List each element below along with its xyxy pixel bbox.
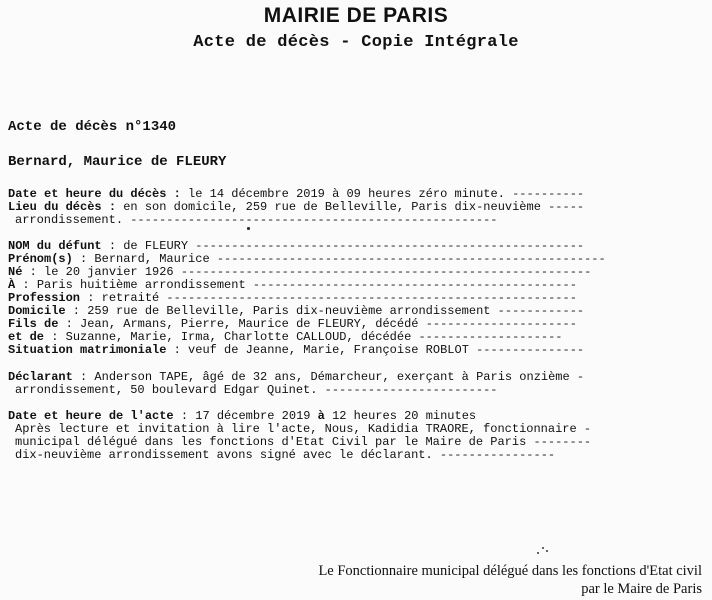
field-prenoms — [8, 253, 606, 266]
field-date-acte — [8, 410, 476, 423]
dash-fill: --------------------------------------------------------- — [173, 265, 592, 279]
dash-fill: ------------------------ — [317, 383, 498, 397]
closing-text: municipal délégué dans les fonctions d'Etat Civil par le Maire de Paris — [15, 435, 527, 449]
field-label: Fils de — [8, 317, 59, 331]
field-value: 17 décembre 2019 — [195, 409, 311, 423]
dash-fill: ----- — [540, 200, 585, 214]
field-separator: : — [22, 265, 45, 279]
field-value: Paris huitième arrondissement — [36, 278, 246, 292]
field-label: Né — [8, 265, 23, 279]
document-subtitle: Acte de décès - Copie Intégrale — [193, 33, 519, 52]
signature-line-2: par le Maire de Paris — [581, 581, 702, 597]
dash-fill: ---------- — [504, 187, 585, 201]
field-value: Bernard, Maurice — [94, 252, 210, 266]
field-label: et de — [8, 330, 45, 344]
field-value: de FLEURY — [123, 239, 189, 253]
field-value: arrondissement, 50 boulevard Edgar Quinet. — [15, 383, 318, 397]
dash-fill: - — [569, 370, 585, 384]
acte-closing-line-2 — [15, 436, 591, 449]
dash-fill: --------------------------------------------------------- — [159, 291, 577, 305]
field-time: 12 heures 20 minutes — [332, 409, 477, 423]
scan-speck — [247, 227, 250, 230]
dash-fill: ------------------------------------------------------ — [188, 239, 585, 253]
dash-fill: -------- — [526, 435, 592, 449]
field-label: Situation matrimoniale — [8, 343, 167, 357]
field-value: Jean, Armans, Pierre, Maurice de FLEURY, décédé — [80, 317, 419, 331]
dash-fill: ------------ — [490, 304, 585, 318]
field-separator: : — [173, 409, 196, 423]
dash-fill: ------------------------------------------------------ — [209, 252, 606, 266]
closing-text: dix-neuvième arrondissement avons signé avec le déclarant. — [15, 448, 433, 462]
field-separator: : — [44, 330, 66, 344]
field-value: arrondissement. — [15, 213, 124, 227]
act-number: Acte de décès n°1340 — [8, 119, 177, 135]
closing-text: Après lecture et invitation à lire l'acte, Nous, Kadidia TRAORE, fonctionnaire — [15, 422, 577, 436]
field-value: en son domicile, 259 rue de Belleville, Paris dix-neuvième — [123, 200, 541, 214]
field-value: le 14 décembre 2019 à 09 heures zéro minute. — [188, 187, 505, 201]
field-value: retraité — [101, 291, 160, 305]
field-nom — [8, 240, 584, 253]
field-declarant-continuation — [15, 384, 497, 397]
field-separator: : — [72, 252, 95, 266]
field-separator: : — [80, 291, 102, 305]
field-separator: : — [101, 200, 124, 214]
field-separator: : — [58, 317, 81, 331]
dash-fill: --------------------------------------------------- — [123, 213, 498, 227]
document-title: MAIRIE DE PARIS — [263, 4, 449, 27]
dash-fill: --------------- — [468, 343, 585, 357]
field-value: veuf de Jeanne, Marie, Françoise ROBLOT — [188, 343, 469, 357]
field-domicile — [8, 305, 584, 318]
field-value: Anderson TAPE, âgé de 32 ans, Démarcheur, exerçant à Paris onzième — [94, 370, 570, 384]
dash-fill: --------------------------------------------- — [245, 278, 577, 292]
field-a-word: à — [310, 409, 333, 423]
dash-fill: --------------------- — [418, 317, 577, 331]
field-label: Domicile — [8, 304, 66, 318]
field-situation-matrimoniale — [8, 344, 584, 357]
field-separator: : — [15, 278, 37, 292]
acte-closing-line-3 — [15, 449, 555, 462]
field-value: Suzanne, Marie, Irma, Charlotte CALLOUD, décédée — [65, 330, 412, 344]
dash-fill: -------------------- — [411, 330, 563, 344]
acte-closing-line-1 — [15, 423, 591, 436]
dash-fill: - — [576, 422, 592, 436]
field-label: Profession — [8, 291, 81, 305]
field-separator: : — [166, 187, 189, 201]
scan-speck — [537, 552, 539, 554]
field-label: Déclarant — [8, 370, 73, 384]
field-date-deces — [8, 188, 584, 201]
scan-speck — [542, 547, 544, 549]
field-lieu-deces — [8, 201, 584, 214]
field-label: Date et heure de l'acte — [8, 409, 174, 423]
signature-block — [318, 562, 702, 598]
field-label: Date et heure du décès — [8, 187, 167, 201]
field-a — [8, 279, 577, 292]
field-fils-de — [8, 318, 577, 331]
field-value: 259 rue de Belleville, Paris dix-neuvième arrondissement — [87, 304, 491, 318]
field-lieu-deces-continuation — [15, 214, 498, 227]
field-profession — [8, 292, 577, 305]
field-label: Prénom(s) — [8, 252, 73, 266]
field-declarant — [8, 371, 584, 384]
field-separator: : — [72, 370, 95, 384]
field-separator: : — [166, 343, 189, 357]
field-label: NOM du défunt — [8, 239, 102, 253]
deceased-full-name: Bernard, Maurice de FLEURY — [8, 154, 227, 170]
field-value: le 20 janvier 1926 — [44, 265, 174, 279]
field-label: Lieu du décès — [8, 200, 102, 214]
field-separator: : — [101, 239, 124, 253]
field-et-de — [8, 331, 563, 344]
signature-line-1: Le Fonctionnaire municipal délégué dans les fonctions d'Etat civil — [318, 563, 702, 579]
scan-speck — [546, 550, 548, 552]
dash-fill: ---------------- — [432, 448, 556, 462]
field-separator: : — [65, 304, 88, 318]
field-label: À — [8, 278, 16, 292]
field-ne — [8, 266, 591, 279]
